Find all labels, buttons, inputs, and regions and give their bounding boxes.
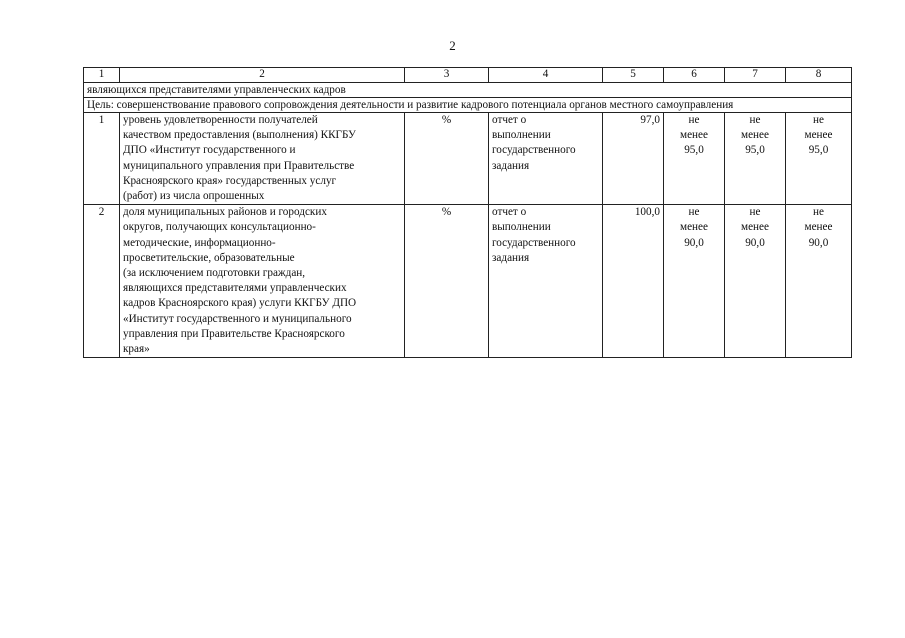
target-value bbox=[786, 113, 852, 205]
target-line: не bbox=[813, 206, 824, 219]
column-header: 7 bbox=[725, 68, 786, 83]
column-header: 5 bbox=[603, 68, 664, 83]
row-number: 2 bbox=[84, 205, 120, 358]
target-line: не bbox=[688, 206, 700, 219]
indicator-name bbox=[120, 205, 405, 358]
unit-cell: % bbox=[405, 205, 489, 358]
target-line: менее bbox=[804, 221, 833, 234]
continuation-row bbox=[84, 83, 852, 98]
source-line: выполнении bbox=[492, 221, 551, 234]
page-number: 2 bbox=[449, 38, 456, 53]
indicator-line: края» bbox=[123, 343, 150, 356]
column-header: 3 bbox=[405, 68, 489, 83]
source-line: отчет о bbox=[492, 114, 527, 126]
indicator-line: просветительские, образовательные bbox=[123, 251, 295, 264]
target-line: менее bbox=[680, 129, 708, 142]
table-row bbox=[84, 205, 852, 358]
indicator-line: методические, информационно- bbox=[123, 236, 276, 249]
unit-cell: % bbox=[405, 113, 489, 205]
target-line: 90,0 bbox=[684, 236, 704, 249]
indicator-line: муниципального управления при Правительстве bbox=[123, 159, 355, 172]
target-line: менее bbox=[741, 221, 769, 234]
column-header: 8 bbox=[786, 68, 852, 83]
continuation-text: являющихся представителями управленческих кадров bbox=[84, 83, 852, 98]
indicators-table bbox=[83, 67, 852, 358]
target-line: 95,0 bbox=[808, 144, 829, 157]
target-line: не bbox=[813, 114, 824, 126]
column-header: 4 bbox=[489, 68, 603, 83]
target-line: менее bbox=[741, 129, 769, 142]
table-row bbox=[84, 113, 852, 205]
indicator-line: округов, получающих консультационно- bbox=[123, 221, 316, 234]
target-value bbox=[786, 205, 852, 358]
target-value bbox=[725, 205, 786, 358]
indicator-line: управления при Правительстве Красноярского bbox=[123, 327, 345, 340]
source-line: задания bbox=[492, 251, 530, 264]
target-line: не bbox=[688, 114, 700, 126]
source-line: отчет о bbox=[492, 206, 527, 219]
target-line: 95,0 bbox=[684, 144, 704, 157]
column-number-row bbox=[84, 68, 852, 83]
indicator-line: уровень удовлетворенности получателей bbox=[123, 114, 318, 126]
column-header: 6 bbox=[664, 68, 725, 83]
indicator-line: Красноярского края» государственных услуг bbox=[123, 174, 337, 187]
target-line: 90,0 bbox=[808, 236, 829, 249]
target-value bbox=[725, 113, 786, 205]
indicator-line: кадров Красноярского края) услуги ККГБУ ДПО bbox=[123, 297, 357, 310]
base-value: 100,0 bbox=[603, 205, 664, 358]
target-line: менее bbox=[680, 221, 708, 234]
info-source bbox=[489, 113, 603, 205]
source-line: выполнении bbox=[492, 129, 551, 142]
goal-row bbox=[84, 98, 852, 113]
row-number: 1 bbox=[84, 113, 120, 205]
goal-text: Цель: совершенствование правового сопровождения деятельности и развитие кадрового потенциала органов местного самоуправления bbox=[84, 98, 852, 113]
target-line: менее bbox=[804, 129, 833, 142]
indicator-line: (работ) из числа опрошенных bbox=[123, 190, 265, 203]
target-line: не bbox=[749, 114, 761, 126]
target-value bbox=[664, 113, 725, 205]
info-source bbox=[489, 205, 603, 358]
target-line: 95,0 bbox=[745, 144, 765, 157]
indicator-line: (за исключением подготовки граждан, bbox=[123, 267, 306, 280]
indicator-line: «Институт государственного и муниципального bbox=[123, 312, 352, 325]
source-line: задания bbox=[492, 159, 530, 172]
target-line: не bbox=[749, 206, 761, 219]
indicator-name bbox=[120, 113, 405, 205]
source-line: государственного bbox=[492, 236, 576, 249]
indicator-line: ДПО «Институт государственного и bbox=[123, 144, 296, 157]
column-header: 1 bbox=[84, 68, 120, 83]
source-line: государственного bbox=[492, 144, 576, 157]
indicator-line: являющихся представителями управленческих bbox=[123, 282, 347, 295]
target-line: 90,0 bbox=[745, 236, 765, 249]
indicator-line: доля муниципальных районов и городских bbox=[123, 206, 327, 219]
indicator-line: качеством предоставления (выполнения) ККГБУ bbox=[123, 129, 356, 142]
base-value: 97,0 bbox=[603, 113, 664, 205]
column-header: 2 bbox=[120, 68, 405, 83]
target-value bbox=[664, 205, 725, 358]
